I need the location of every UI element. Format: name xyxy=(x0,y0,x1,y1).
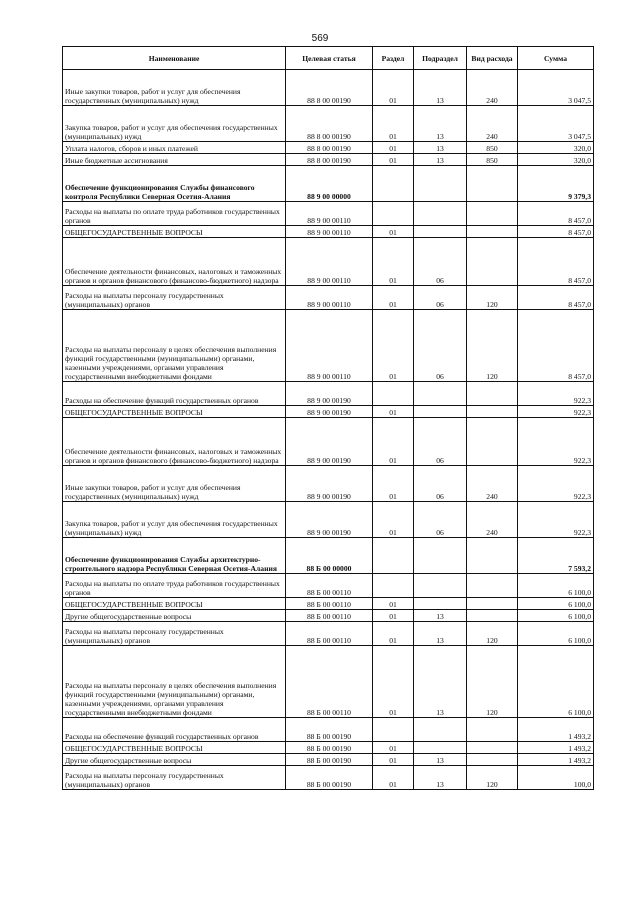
row-code: 88 9 00 00190 xyxy=(286,502,373,538)
row-sum: 8 457,0 xyxy=(518,238,594,286)
row-sum: 6 100,0 xyxy=(518,622,594,646)
row-section: 01 xyxy=(373,154,414,166)
table-row xyxy=(63,238,594,286)
row-sum: 7 593,2 xyxy=(518,538,594,574)
row-code: 88 Б 00 00190 xyxy=(286,742,373,754)
row-sum: 100,0 xyxy=(518,766,594,790)
row-kind: 850 xyxy=(467,142,518,154)
table-row xyxy=(63,742,594,754)
table-row xyxy=(63,106,594,142)
row-name: Обеспечение деятельности финансовых, налоговых и таможенных органов и органов финансового (финансово-бюджетного) надзора xyxy=(63,418,286,466)
row-subsection xyxy=(414,718,467,742)
table-row xyxy=(63,310,594,382)
row-kind xyxy=(467,226,518,238)
row-kind xyxy=(467,418,518,466)
row-name: Расходы на обеспечение функций государственных органов xyxy=(63,718,286,742)
row-subsection: 06 xyxy=(414,418,467,466)
row-sum: 6 100,0 xyxy=(518,598,594,610)
row-kind xyxy=(467,598,518,610)
row-sum: 8 457,0 xyxy=(518,226,594,238)
row-kind xyxy=(467,382,518,406)
budget-table xyxy=(62,46,594,790)
row-sum: 320,0 xyxy=(518,154,594,166)
row-subsection: 13 xyxy=(414,646,467,718)
col-header-kind: Вид расхода xyxy=(467,47,518,70)
table-row xyxy=(63,574,594,598)
row-section: 01 xyxy=(373,406,414,418)
table-row xyxy=(63,286,594,310)
row-subsection xyxy=(414,382,467,406)
row-code: 88 Б 00 00110 xyxy=(286,622,373,646)
row-kind xyxy=(467,718,518,742)
row-kind xyxy=(467,166,518,202)
row-code: 88 Б 00 00000 xyxy=(286,538,373,574)
row-kind xyxy=(467,238,518,286)
row-subsection: 06 xyxy=(414,238,467,286)
row-subsection: 06 xyxy=(414,466,467,502)
row-code: 88 9 00 00190 xyxy=(286,382,373,406)
row-code: 88 9 00 00110 xyxy=(286,286,373,310)
table-row xyxy=(63,754,594,766)
col-header-code: Целевая статья xyxy=(286,47,373,70)
row-name: Расходы на выплаты персоналу в целях обеспечения выполнения функций государственными (муниципальными) органами, казенными учреждениями, органами управления государственными внебюджетными фондами xyxy=(63,310,286,382)
row-kind xyxy=(467,610,518,622)
row-sum: 922,3 xyxy=(518,406,594,418)
row-name: Обеспечение деятельности финансовых, налоговых и таможенных органов и органов финансового (финансово-бюджетного) надзора xyxy=(63,238,286,286)
row-code: 88 9 00 00110 xyxy=(286,310,373,382)
row-kind: 120 xyxy=(467,310,518,382)
row-sum: 922,3 xyxy=(518,418,594,466)
row-subsection: 13 xyxy=(414,610,467,622)
row-name: Расходы на выплаты по оплате труда работников государственных органов xyxy=(63,574,286,598)
row-sum: 320,0 xyxy=(518,142,594,154)
row-name: Расходы на выплаты персоналу государственных (муниципальных) органов xyxy=(63,286,286,310)
row-section: 01 xyxy=(373,418,414,466)
row-section: 01 xyxy=(373,502,414,538)
row-section: 01 xyxy=(373,310,414,382)
row-name: ОБЩЕГОСУДАРСТВЕННЫЕ ВОПРОСЫ xyxy=(63,598,286,610)
table-row xyxy=(63,202,594,226)
row-kind xyxy=(467,754,518,766)
row-sum: 8 457,0 xyxy=(518,310,594,382)
row-subsection: 06 xyxy=(414,310,467,382)
row-kind xyxy=(467,202,518,226)
table-row xyxy=(63,166,594,202)
row-code: 88 9 00 00110 xyxy=(286,238,373,286)
row-code: 88 9 00 00190 xyxy=(286,466,373,502)
row-section: 01 xyxy=(373,622,414,646)
row-name: ОБЩЕГОСУДАРСТВЕННЫЕ ВОПРОСЫ xyxy=(63,226,286,238)
row-subsection xyxy=(414,538,467,574)
row-code: 88 9 00 00110 xyxy=(286,226,373,238)
row-code: 88 Б 00 00110 xyxy=(286,574,373,598)
row-sum: 922,3 xyxy=(518,466,594,502)
row-name: Закупка товаров, работ и услуг для обеспечения государственных (муниципальных) нужд xyxy=(63,502,286,538)
page-number: 569 xyxy=(311,33,329,44)
row-code: 88 Б 00 00110 xyxy=(286,646,373,718)
row-sum: 922,3 xyxy=(518,502,594,538)
table-header xyxy=(63,47,594,70)
row-section: 01 xyxy=(373,70,414,106)
row-subsection: 13 xyxy=(414,154,467,166)
table-row xyxy=(63,610,594,622)
row-code: 88 9 00 00190 xyxy=(286,406,373,418)
table-row xyxy=(63,418,594,466)
row-subsection xyxy=(414,226,467,238)
table-row xyxy=(63,538,594,574)
row-section: 01 xyxy=(373,286,414,310)
row-section xyxy=(373,382,414,406)
row-subsection: 13 xyxy=(414,70,467,106)
row-subsection: 06 xyxy=(414,286,467,310)
row-sum: 6 100,0 xyxy=(518,610,594,622)
row-code: 88 9 00 00000 xyxy=(286,166,373,202)
row-section: 01 xyxy=(373,742,414,754)
row-name: Обеспечение функционирования Службы архитектурно-строительного надзора Республики Северная Осетия-Алания xyxy=(63,538,286,574)
row-name: Иные бюджетные ассигнования xyxy=(63,154,286,166)
row-name: Расходы на выплаты персоналу государственных (муниципальных) органов xyxy=(63,766,286,790)
row-subsection xyxy=(414,166,467,202)
table-row xyxy=(63,382,594,406)
table-row xyxy=(63,226,594,238)
row-sum: 8 457,0 xyxy=(518,286,594,310)
table-row xyxy=(63,502,594,538)
row-code: 88 8 00 00190 xyxy=(286,106,373,142)
row-section xyxy=(373,166,414,202)
row-section xyxy=(373,538,414,574)
row-name: Другие общегосударственные вопросы xyxy=(63,754,286,766)
row-kind: 240 xyxy=(467,70,518,106)
row-code: 88 9 00 00190 xyxy=(286,418,373,466)
row-sum: 3 047,5 xyxy=(518,70,594,106)
row-code: 88 Б 00 00110 xyxy=(286,598,373,610)
row-kind xyxy=(467,406,518,418)
row-section: 01 xyxy=(373,754,414,766)
col-header-name: Наименование xyxy=(63,47,286,70)
row-name: Расходы на выплаты персоналу государственных (муниципальных) органов xyxy=(63,622,286,646)
row-code: 88 Б 00 00190 xyxy=(286,718,373,742)
table-row xyxy=(63,646,594,718)
row-subsection: 06 xyxy=(414,502,467,538)
table-row xyxy=(63,598,594,610)
row-subsection xyxy=(414,742,467,754)
row-subsection: 13 xyxy=(414,106,467,142)
row-name: Закупка товаров, работ и услуг для обеспечения государственных (муниципальных) нужд xyxy=(63,106,286,142)
table-row xyxy=(63,766,594,790)
row-section xyxy=(373,574,414,598)
row-name: ОБЩЕГОСУДАРСТВЕННЫЕ ВОПРОСЫ xyxy=(63,406,286,418)
row-section: 01 xyxy=(373,238,414,286)
row-kind: 850 xyxy=(467,154,518,166)
table-row xyxy=(63,70,594,106)
row-kind xyxy=(467,574,518,598)
row-kind: 240 xyxy=(467,106,518,142)
row-code: 88 8 00 00190 xyxy=(286,142,373,154)
row-section: 01 xyxy=(373,106,414,142)
row-kind: 120 xyxy=(467,646,518,718)
row-kind: 120 xyxy=(467,622,518,646)
table-row xyxy=(63,718,594,742)
col-header-subsection: Подраздел xyxy=(414,47,467,70)
row-sum: 1 493,2 xyxy=(518,718,594,742)
row-section: 01 xyxy=(373,766,414,790)
table-row xyxy=(63,142,594,154)
row-name: Другие общегосударственные вопросы xyxy=(63,610,286,622)
row-section xyxy=(373,718,414,742)
row-code: 88 Б 00 00190 xyxy=(286,766,373,790)
row-code: 88 8 00 00190 xyxy=(286,70,373,106)
row-sum: 922,3 xyxy=(518,382,594,406)
row-section: 01 xyxy=(373,226,414,238)
row-subsection: 13 xyxy=(414,766,467,790)
row-subsection: 13 xyxy=(414,754,467,766)
row-name: Расходы на выплаты персоналу в целях обеспечения выполнения функций государственными (муниципальными) органами, казенными учреждениями, органами управления государственными внебюджетными фондами xyxy=(63,646,286,718)
col-header-section: Раздел xyxy=(373,47,414,70)
row-sum: 1 493,2 xyxy=(518,742,594,754)
col-header-sum: Сумма xyxy=(518,47,594,70)
row-sum: 6 100,0 xyxy=(518,574,594,598)
row-sum: 9 379,3 xyxy=(518,166,594,202)
row-subsection xyxy=(414,598,467,610)
row-section: 01 xyxy=(373,610,414,622)
row-code: 88 9 00 00110 xyxy=(286,202,373,226)
row-sum: 6 100,0 xyxy=(518,646,594,718)
table-row xyxy=(63,406,594,418)
row-section: 01 xyxy=(373,466,414,502)
row-code: 88 Б 00 00110 xyxy=(286,610,373,622)
row-subsection xyxy=(414,406,467,418)
row-name: Уплата налогов, сборов и иных платежей xyxy=(63,142,286,154)
row-section xyxy=(373,202,414,226)
row-sum: 3 047,5 xyxy=(518,106,594,142)
row-kind: 120 xyxy=(467,286,518,310)
table-row xyxy=(63,622,594,646)
table-row xyxy=(63,154,594,166)
row-kind: 240 xyxy=(467,466,518,502)
row-section: 01 xyxy=(373,646,414,718)
row-name: ОБЩЕГОСУДАРСТВЕННЫЕ ВОПРОСЫ xyxy=(63,742,286,754)
row-name: Обеспечение функционирования Службы финансового контроля Республики Северная Осетия-Алания xyxy=(63,166,286,202)
row-section: 01 xyxy=(373,142,414,154)
row-kind: 120 xyxy=(467,766,518,790)
row-subsection: 13 xyxy=(414,142,467,154)
row-subsection xyxy=(414,202,467,226)
table-row xyxy=(63,466,594,502)
row-kind xyxy=(467,742,518,754)
row-sum: 8 457,0 xyxy=(518,202,594,226)
row-name: Иные закупки товаров, работ и услуг для обеспечения государственных (муниципальных) нужд xyxy=(63,70,286,106)
row-name: Иные закупки товаров, работ и услуг для обеспечения государственных (муниципальных) нужд xyxy=(63,466,286,502)
row-subsection xyxy=(414,574,467,598)
row-name: Расходы на выплаты по оплате труда работников государственных органов xyxy=(63,202,286,226)
row-section: 01 xyxy=(373,598,414,610)
row-code: 88 8 00 00190 xyxy=(286,154,373,166)
row-kind xyxy=(467,538,518,574)
row-name: Расходы на обеспечение функций государственных органов xyxy=(63,382,286,406)
row-sum: 1 493,2 xyxy=(518,754,594,766)
row-code: 88 Б 00 00190 xyxy=(286,754,373,766)
row-kind: 240 xyxy=(467,502,518,538)
row-subsection: 13 xyxy=(414,622,467,646)
